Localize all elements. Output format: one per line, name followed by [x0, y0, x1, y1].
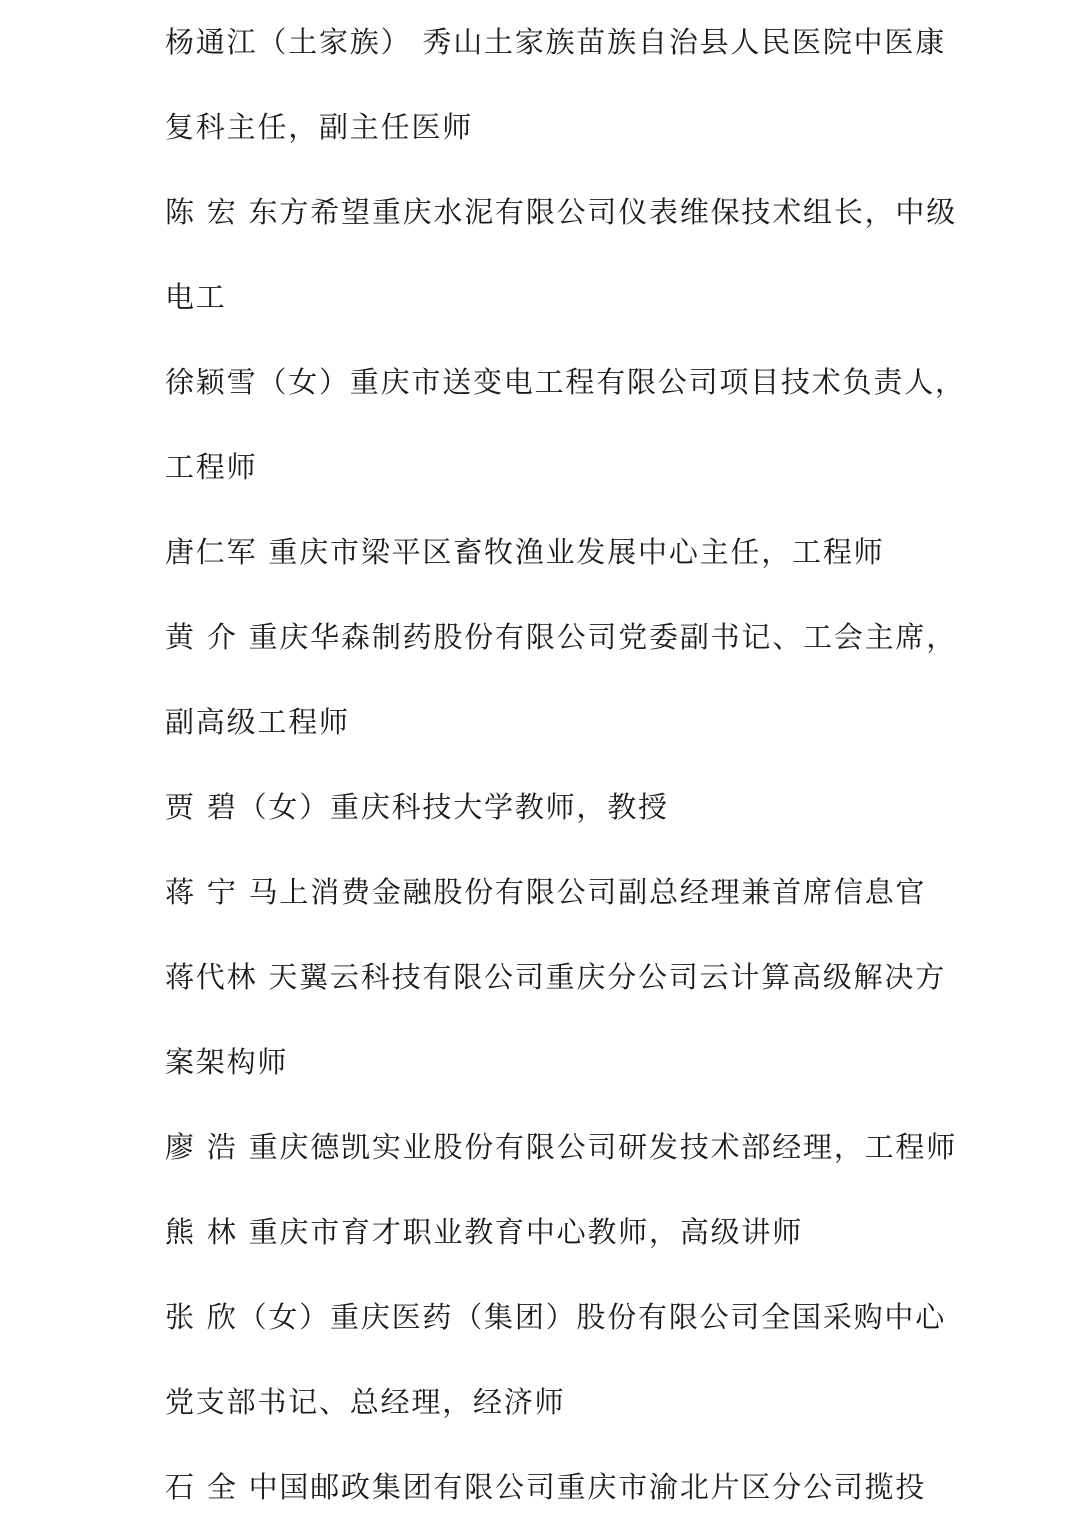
text-line: 副高级工程师 — [165, 705, 350, 739]
text-line: 唐仁军 重庆市梁平区畜牧渔业发展中心主任，工程师 — [165, 535, 885, 569]
text-line: 熊 林 重庆市育才职业教育中心教师，高级讲师 — [165, 1215, 804, 1249]
text-line: 陈 宏 东方希望重庆水泥有限公司仪表维保技术组长，中级 — [165, 195, 958, 229]
text-line: 工程师 — [165, 450, 258, 484]
text-line: 党支部书记、总经理，经济师 — [165, 1385, 566, 1419]
text-line: 廖 浩 重庆德凯实业股份有限公司研发技术部经理，工程师 — [165, 1130, 958, 1164]
text-line: 蒋 宁 马上消费金融股份有限公司副总经理兼首席信息官 — [165, 875, 927, 909]
text-line: 复科主任，副主任医师 — [165, 110, 474, 144]
text-line: 黄 介 重庆华森制药股份有限公司党委副书记、工会主席， — [165, 620, 958, 654]
text-line: 案架构师 — [165, 1045, 289, 1079]
text-line: 张 欣（女）重庆医药（集团）股份有限公司全国采购中心 — [165, 1300, 947, 1334]
text-line: 蒋代林 天翼云科技有限公司重庆分公司云计算高级解决方 — [165, 960, 947, 994]
text-line: 石 全 中国邮政集团有限公司重庆市渝北片区分公司揽投 — [165, 1470, 927, 1504]
text-line: 电工 — [165, 280, 227, 314]
text-line: 杨通江（土家族） 秀山土家族苗族自治县人民医院中医康 — [165, 25, 947, 59]
text-line: 徐颖雪（女）重庆市送变电工程有限公司项目技术负责人， — [165, 365, 966, 399]
text-line: 贾 碧（女）重庆科技大学教师，教授 — [165, 790, 669, 824]
